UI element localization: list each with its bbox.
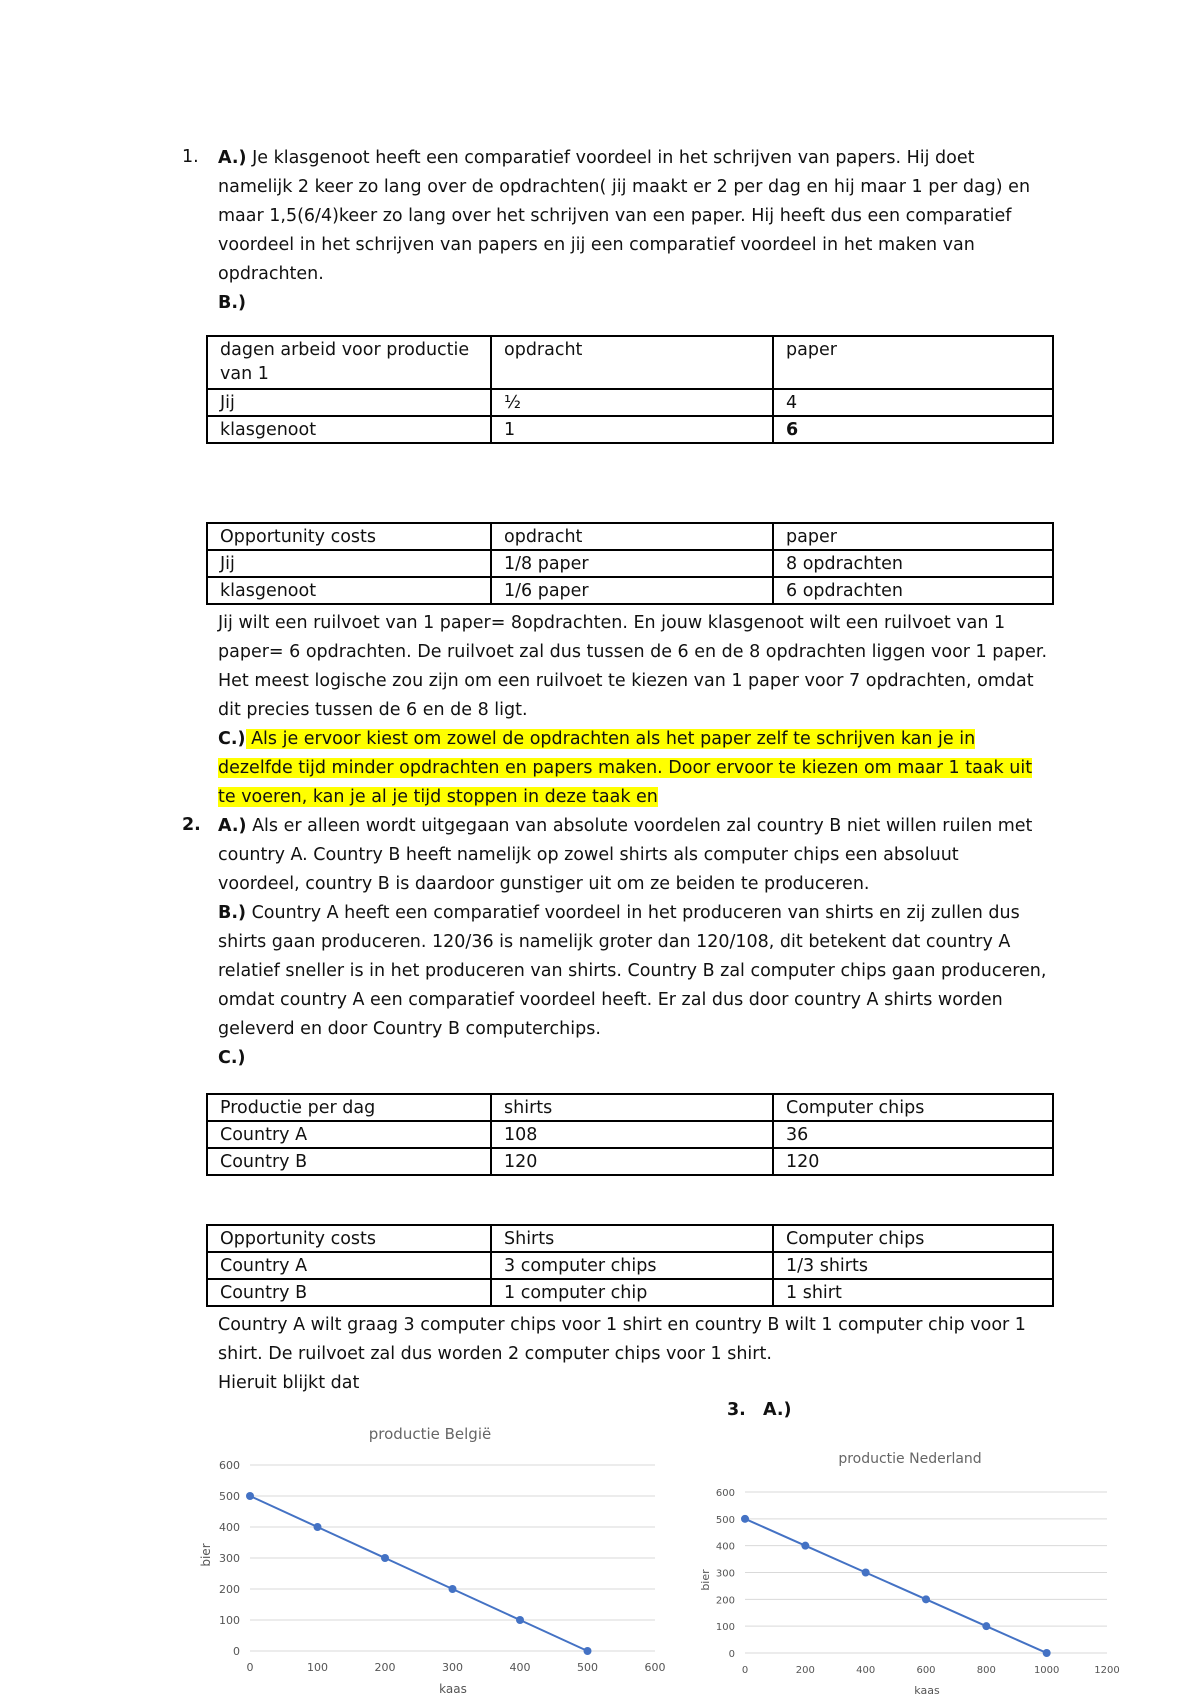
table-cell: Country A — [207, 1121, 491, 1148]
q2-c-label: C.) — [218, 1048, 246, 1068]
table-cell: shirts — [491, 1094, 773, 1121]
table-opportunity-costs-2 — [206, 1224, 1054, 1307]
table-row — [207, 577, 1053, 604]
table-row — [207, 389, 1053, 416]
y-axis-label: bier — [699, 1569, 712, 1591]
table-cell: klasgenoot — [207, 577, 491, 604]
y-tick-label: 300 — [219, 1552, 240, 1565]
q1-c-line-2 — [218, 757, 1032, 779]
table-cell: Country A — [207, 1252, 491, 1279]
series-line — [250, 1496, 588, 1651]
q2-a-line-2: country A. Country B heeft namelijk op zowel shirts als computer chips een absoluut — [218, 845, 959, 865]
table-cell: 1 shirt — [773, 1279, 1053, 1306]
table-cell: Country B — [207, 1148, 491, 1175]
q1-b-label: B.) — [218, 293, 246, 313]
table-production-per-day — [206, 1093, 1054, 1176]
y-tick-label: 600 — [715, 1488, 735, 1499]
y-tick-label: 0 — [728, 1649, 735, 1660]
q2-a-line-1 — [218, 815, 1032, 837]
y-axis-label: bier — [199, 1543, 213, 1567]
x-tick-label: 300 — [442, 1661, 463, 1674]
y-ticks — [716, 1488, 735, 1660]
x-ticks — [742, 1665, 1120, 1676]
x-tick-label: 200 — [374, 1661, 396, 1674]
table-cell: Jij — [207, 550, 491, 577]
y-tick-label: 400 — [219, 1521, 240, 1534]
data-point — [381, 1554, 389, 1562]
table-row — [207, 1148, 1053, 1175]
y-tick-label: 500 — [715, 1514, 735, 1526]
x-tick-label: 0 — [246, 1661, 254, 1674]
x-axis-label: kaas — [439, 1682, 467, 1696]
q1-b-line-1: Jij wilt een ruilvoet van 1 paper= 8opdrachten. En jouw klasgenoot wilt een ruilvoet van 1 — [218, 613, 1006, 633]
q2-a-label: A.) — [218, 816, 247, 836]
x-tick-label: 100 — [307, 1661, 328, 1674]
q2-b-line-3: relatief sneller is in het produceren van shirts. Country B zal computer chips gaan produceren, — [218, 961, 1047, 981]
x-tick-label: 500 — [577, 1661, 598, 1674]
table-cell: dagen arbeid voor productie van 1 — [207, 336, 491, 389]
q2-c-line-3: Hieruit blijkt dat — [218, 1373, 360, 1393]
table-row — [207, 336, 1053, 389]
table-cell: ½ — [491, 389, 773, 416]
table-cell: 4 — [773, 389, 1053, 416]
q3-number: 3. — [727, 1400, 746, 1420]
gridlines — [745, 1492, 1107, 1653]
q2-b-line-2: shirts gaan produceren. 120/36 is namelijk groter dan 120/108, dit betekent dat country A — [218, 932, 1011, 952]
table-row — [207, 550, 1053, 577]
q2-c-line-1: Country A wilt graag 3 computer chips voor 1 shirt en country B wilt 1 computer chip voor 1 — [218, 1315, 1026, 1335]
data-point — [449, 1585, 457, 1593]
table-cell: Opportunity costs — [207, 1225, 491, 1252]
y-tick-label: 500 — [219, 1490, 240, 1503]
table-cell: 1/6 paper — [491, 577, 773, 604]
data-point — [741, 1515, 749, 1523]
gridlines — [250, 1465, 655, 1651]
table-cell: Computer chips — [773, 1094, 1053, 1121]
x-tick-label: 600 — [916, 1665, 936, 1676]
x-tick-label: 400 — [856, 1665, 876, 1676]
q1-number: 1. — [182, 147, 199, 167]
table-row — [207, 1279, 1053, 1306]
x-tick-label: 1000 — [1033, 1665, 1060, 1676]
table-cell: Opportunity costs — [207, 523, 491, 550]
y-tick-label: 0 — [233, 1645, 240, 1658]
data-point — [801, 1542, 809, 1550]
table-cell: klasgenoot — [207, 416, 491, 443]
table-cell: 1 computer chip — [491, 1279, 773, 1306]
q2-b-line-1 — [218, 902, 1020, 924]
q1-c-line-3 — [218, 786, 658, 808]
table-cell: opdracht — [491, 523, 773, 550]
chart-productie-nederland — [695, 1440, 1135, 1698]
y-tick-label: 400 — [715, 1541, 735, 1553]
table-cell: Jij — [207, 389, 491, 416]
y-ticks — [219, 1459, 240, 1658]
data-point — [922, 1595, 930, 1603]
x-tick-label: 200 — [795, 1665, 815, 1676]
q1-a-line-5: opdrachten. — [218, 264, 324, 284]
q1-a-line-4: voordeel in het schrijven van papers en jij een comparatief voordeel in het maken van — [218, 235, 975, 255]
y-tick-label: 600 — [219, 1459, 240, 1472]
q1-c-text-3: te voeren, kan je al je tijd stoppen in deze taak en — [218, 787, 658, 807]
q2-a-line-3: voordeel, country B is daardoor gunstiger uit om ze beiden te produceren. — [218, 874, 870, 894]
table-row — [207, 1252, 1053, 1279]
chart-productie-belgie — [190, 1415, 680, 1698]
q3-a-label: A.) — [763, 1400, 792, 1420]
q1-b-line-4: dit precies tussen de 6 en de 8 ligt. — [218, 700, 528, 720]
q1-a-line-2: namelijk 2 keer zo lang over de opdrachten( jij maakt er 2 per dag en hij maar 1 per dag) en — [218, 177, 1031, 197]
table-cell: 1 — [491, 416, 773, 443]
chart-title: productie België — [368, 1425, 492, 1443]
q1-a-line-1 — [218, 147, 974, 169]
table-cell: 36 — [773, 1121, 1053, 1148]
data-point — [246, 1492, 254, 1500]
y-tick-label: 100 — [715, 1622, 735, 1634]
q1-c-text-1: Als je ervoor kiest om zowel de opdrachten als het paper zelf te schrijven kan je in — [245, 729, 976, 749]
series-line — [745, 1519, 1047, 1653]
q1-c-line-1 — [218, 728, 975, 750]
table-cell: opdracht — [491, 336, 773, 389]
chart-title: productie Nederland — [838, 1451, 982, 1467]
q1-a-text-1: Je klasgenoot heeft een comparatief voordeel in het schrijven van papers. Hij doet — [246, 148, 975, 168]
q1-a-label: A.) — [218, 148, 247, 168]
table-cell: Shirts — [491, 1225, 773, 1252]
x-tick-label: 800 — [976, 1665, 996, 1676]
table-cell: 120 — [773, 1148, 1053, 1175]
y-tick-label: 200 — [715, 1595, 735, 1607]
q1-b-line-2: paper= 6 opdrachten. De ruilvoet zal dus tussen de 6 en de 8 opdrachten liggen voor 1 paper. — [218, 642, 1048, 662]
y-tick-label: 100 — [219, 1614, 240, 1627]
q2-number: 2. — [182, 815, 201, 835]
table-cell: 6 — [773, 416, 1053, 443]
q1-c-label: C.) — [218, 729, 246, 749]
q2-a-text-1: Als er alleen wordt uitgegaan van absolute voordelen zal country B niet willen ruilen met — [246, 816, 1033, 836]
q2-b-line-5: geleverd en door Country B computerchips. — [218, 1019, 601, 1039]
table-cell: Productie per dag — [207, 1094, 491, 1121]
table-cell: 3 computer chips — [491, 1252, 773, 1279]
q1-c-text-2: dezelfde tijd minder opdrachten en papers maken. Door ervoor te kiezen om maar 1 taak uit — [218, 758, 1033, 778]
table-cell: paper — [773, 336, 1053, 389]
table-row — [207, 1121, 1053, 1148]
data-point — [314, 1523, 322, 1531]
x-tick-label: 600 — [644, 1661, 666, 1674]
q1-a-line-3: maar 1,5(6/4)keer zo lang over het schrijven van een paper. Hij heeft dus een comparatief — [218, 206, 1012, 226]
table-row — [207, 523, 1053, 550]
q2-b-text-1: Country A heeft een comparatief voordeel in het produceren van shirts en zij zullen dus — [246, 903, 1020, 923]
table-labor-days — [206, 335, 1054, 444]
table-cell: 8 opdrachten — [773, 550, 1053, 577]
data-point — [584, 1647, 592, 1655]
table-cell: 120 — [491, 1148, 773, 1175]
data-point — [982, 1622, 990, 1630]
x-tick-label: 400 — [509, 1661, 531, 1674]
q2-b-line-4: omdat country A een comparatief voordeel heeft. Er zal dus door country A shirts worden — [218, 990, 1003, 1010]
table-row — [207, 1094, 1053, 1121]
x-tick-label: 1200 — [1094, 1665, 1120, 1676]
table-cell: 1/8 paper — [491, 550, 773, 577]
x-ticks — [247, 1661, 666, 1674]
y-tick-label: 300 — [715, 1568, 735, 1580]
data-point — [516, 1616, 524, 1624]
table-cell: 108 — [491, 1121, 773, 1148]
data-point — [1043, 1649, 1051, 1657]
x-axis-label: kaas — [914, 1684, 940, 1697]
q2-c-line-2: shirt. De ruilvoet zal dus worden 2 computer chips voor 1 shirt. — [218, 1344, 772, 1364]
table-cell: Country B — [207, 1279, 491, 1306]
table-row — [207, 416, 1053, 443]
table-cell: paper — [773, 523, 1053, 550]
y-tick-label: 200 — [219, 1583, 240, 1596]
q2-b-label: B.) — [218, 903, 246, 923]
q1-b-line-3: Het meest logische zou zijn om een ruilvoet te kiezen van 1 paper voor 7 opdrachten, omdat — [218, 671, 1034, 691]
table-opportunity-costs-1 — [206, 522, 1054, 605]
table-row — [207, 1225, 1053, 1252]
x-tick-label: 0 — [741, 1665, 749, 1676]
table-cell: Computer chips — [773, 1225, 1053, 1252]
table-cell: 6 opdrachten — [773, 577, 1053, 604]
data-point — [862, 1569, 870, 1577]
table-cell: 1/3 shirts — [773, 1252, 1053, 1279]
